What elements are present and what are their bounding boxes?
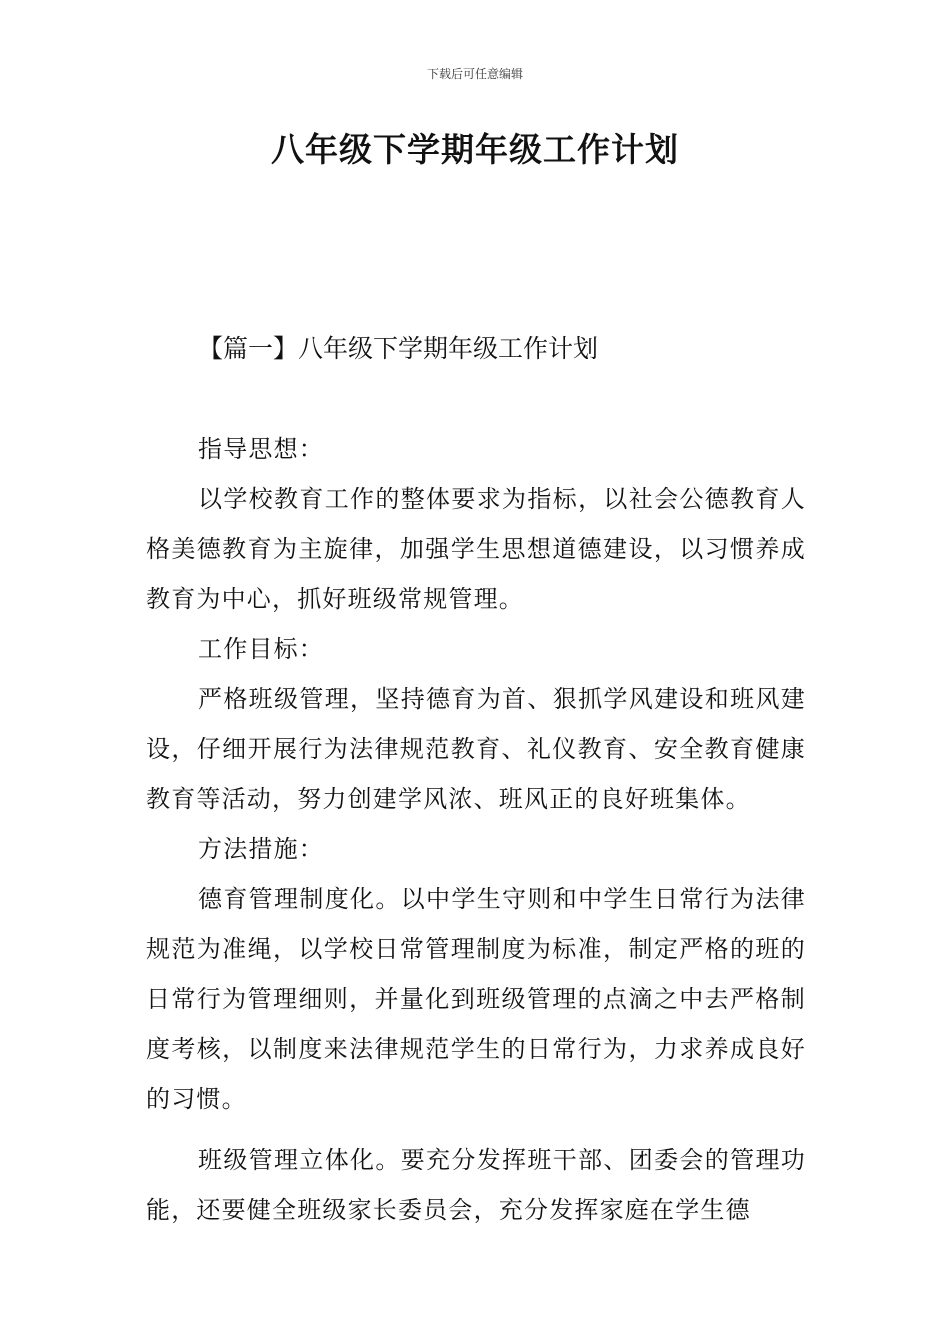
paragraph-methods-text-1: 德育管理制度化。以中学生守则和中学生日常行为法律规范为准绳，以学校日常管理制度为标准，制定严格的班的日常行为管理细则，并量化到班级管理的点滴之中去严格制度考核，以制度来法律规范学生的日常行为，力求养成良好的习惯。 (146, 885, 806, 1113)
section-heading: 【篇一】八年级下学期年级工作计划 (198, 334, 599, 363)
paragraph-methods-text-2: 班级管理立体化。要充分发挥班干部、团委会的管理功能，还要健全班级家长委员会，充分发挥家庭在学生德 (146, 1146, 806, 1224)
paragraph-guiding-text: 以学校教育工作的整体要求为指标，以社会公德教育人格美德教育为主旋律，加强学生思想道德建设，以习惯养成教育为中心，抓好班级常规管理。 (146, 485, 806, 613)
paragraph-goals-heading: 工作目标： (198, 635, 324, 663)
document-body (146, 424, 806, 1235)
document-title: 八年级下学期年级工作计划 (271, 130, 679, 169)
paragraph-guiding-heading: 指导思想： (198, 435, 324, 463)
paragraph-methods-heading: 方法措施： (198, 835, 324, 863)
paragraph-goals-text: 严格班级管理，坚持德育为首、狠抓学风建设和班风建设，仔细开展行为法律规范教育、礼仪教育、安全教育健康教育等活动，努力创建学风浓、班风正的良好班集体。 (146, 685, 806, 813)
header-note: 下载后可任意编辑 (426, 67, 523, 81)
